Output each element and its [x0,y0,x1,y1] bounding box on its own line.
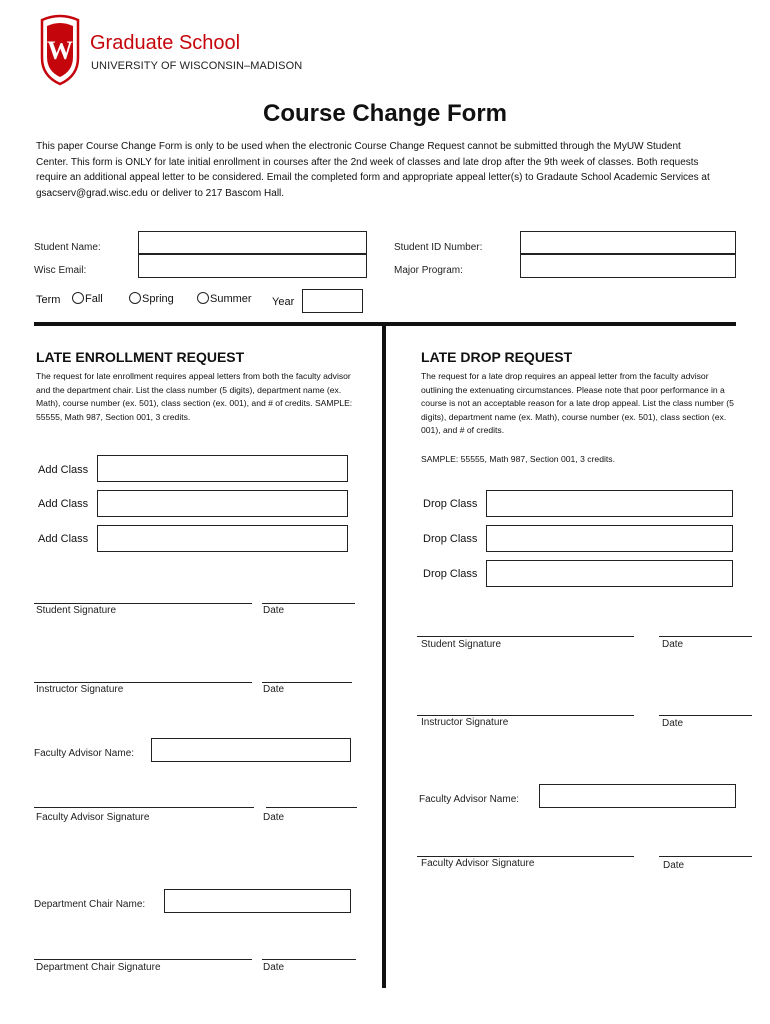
year-field[interactable] [302,289,363,313]
add-class-field-2[interactable] [97,490,348,517]
page-title: Course Change Form [262,100,508,127]
logo [38,14,82,86]
ld-student-date-label: Date [662,639,684,650]
student-id-label: Student ID Number: [394,242,483,253]
add-class-label-2: Add Class [38,498,89,510]
major-program-field[interactable] [520,254,736,278]
term-radio-spring[interactable] [129,292,141,304]
section-divider-vertical [382,326,386,988]
ld-student-signature-line[interactable] [417,636,634,637]
late-enrollment-instructions: The request for late enrollment requires appeal letters from both the faculty advisor and the department chair. List the class number (5 digits), department name (ex. Math), course number (ex. 501), class section (ex. 001), and # of credits. SAMPLE: 55555, Math 987, Section 001, 3 credits. [36,371,353,422]
le-student-signature-line[interactable] [34,603,252,604]
le-student-date-line[interactable] [262,603,355,604]
le-faculty-advisor-signature-line[interactable] [34,807,254,808]
late-enrollment-title: LATE ENROLLMENT REQUEST [36,349,245,365]
drop-class-field-1[interactable] [486,490,733,517]
late-drop-sample: SAMPLE: 55555, Math 987, Section 001, 3 credits. [421,454,615,464]
le-student-date-label: Date [263,605,285,616]
le-instructor-date-label: Date [263,684,285,695]
student-id-field[interactable] [520,231,736,254]
ld-instructor-date-line[interactable] [659,715,752,716]
ld-instructor-date-label: Date [662,718,684,729]
ld-faculty-advisor-signature-line[interactable] [417,856,634,857]
le-faculty-advisor-name-label: Faculty Advisor Name: [34,748,135,759]
drop-class-label-2: Drop Class [423,533,478,545]
le-instructor-signature-line[interactable] [34,682,252,683]
late-drop-title: LATE DROP REQUEST [421,349,573,365]
term-radio-fall[interactable] [72,292,84,304]
add-class-field-1[interactable] [97,455,348,482]
student-name-label: Student Name: [34,242,101,253]
drop-class-label-1: Drop Class [423,498,478,510]
ld-faculty-advisor-name-field[interactable] [539,784,736,808]
wisc-email-field[interactable] [138,254,367,278]
term-radio-summer[interactable] [197,292,209,304]
term-option-spring: Spring [142,293,174,305]
department-chair-date-line[interactable] [262,959,356,960]
drop-class-field-3[interactable] [486,560,733,587]
ld-student-signature-label: Student Signature [421,639,502,650]
svg-text:W: W [47,36,73,65]
ld-faculty-advisor-signature-label: Faculty Advisor Signature [421,858,535,869]
major-program-label: Major Program: [394,265,463,276]
ld-faculty-advisor-name-label: Faculty Advisor Name: [419,794,520,805]
school-name: Graduate School [90,32,241,54]
add-class-label-3: Add Class [38,533,89,545]
ld-student-date-line[interactable] [659,636,752,637]
le-faculty-advisor-signature-label: Faculty Advisor Signature [36,812,150,823]
crest-icon [38,14,82,86]
term-option-summer: Summer [210,293,252,305]
le-faculty-advisor-date-line[interactable] [266,807,357,808]
ld-faculty-advisor-date-line[interactable] [659,856,752,857]
intro-paragraph: This paper Course Change Form is only to be used when the electronic Course Change Request cannot be submitted through the MyUW Student Center. This form is ONLY for late initial enrollment in courses after the 2nd week of classes and late drop after the 9th week of classes. Both requests require an additional appeal letter to be considered. Email the completed form and appropriate appeal letter(s) to Gradaute School Academic Services at gsacserv@grad.wisc.edu or deliver to 217 Bascom Hall. [36,141,710,199]
wisc-email-label: Wisc Email: [34,265,87,276]
term-option-fall: Fall [85,293,103,305]
student-name-field[interactable] [138,231,367,254]
drop-class-label-3: Drop Class [423,568,478,580]
late-drop-instructions: The request for a late drop requires an appeal letter from the faculty advisor outlining the extenuating circumstances. Please note that poor performance in a course is not an acceptable reason for a late drop appeal. List the class number (5 digits), department name (ex. Math), course number (ex. 501), class section (ex. 001), and # of credits. [421,371,734,436]
le-faculty-advisor-date-label: Date [263,812,285,823]
add-class-field-3[interactable] [97,525,348,552]
department-chair-signature-label: Department Chair Signature [36,962,161,973]
drop-class-field-2[interactable] [486,525,733,552]
department-chair-name-label: Department Chair Name: [34,899,146,910]
department-chair-date-label: Date [263,962,285,973]
term-label: Term [36,294,61,306]
year-label: Year [272,296,295,308]
ld-instructor-signature-label: Instructor Signature [421,717,509,728]
le-faculty-advisor-name-field[interactable] [151,738,351,762]
department-chair-signature-line[interactable] [34,959,252,960]
ld-instructor-signature-line[interactable] [417,715,634,716]
le-instructor-signature-label: Instructor Signature [36,684,124,695]
le-instructor-date-line[interactable] [262,682,352,683]
le-student-signature-label: Student Signature [36,605,117,616]
university-name: UNIVERSITY OF WISCONSIN–MADISON [91,60,303,72]
add-class-label-1: Add Class [38,464,89,476]
department-chair-name-field[interactable] [164,889,351,913]
ld-faculty-advisor-date-label: Date [663,860,685,871]
